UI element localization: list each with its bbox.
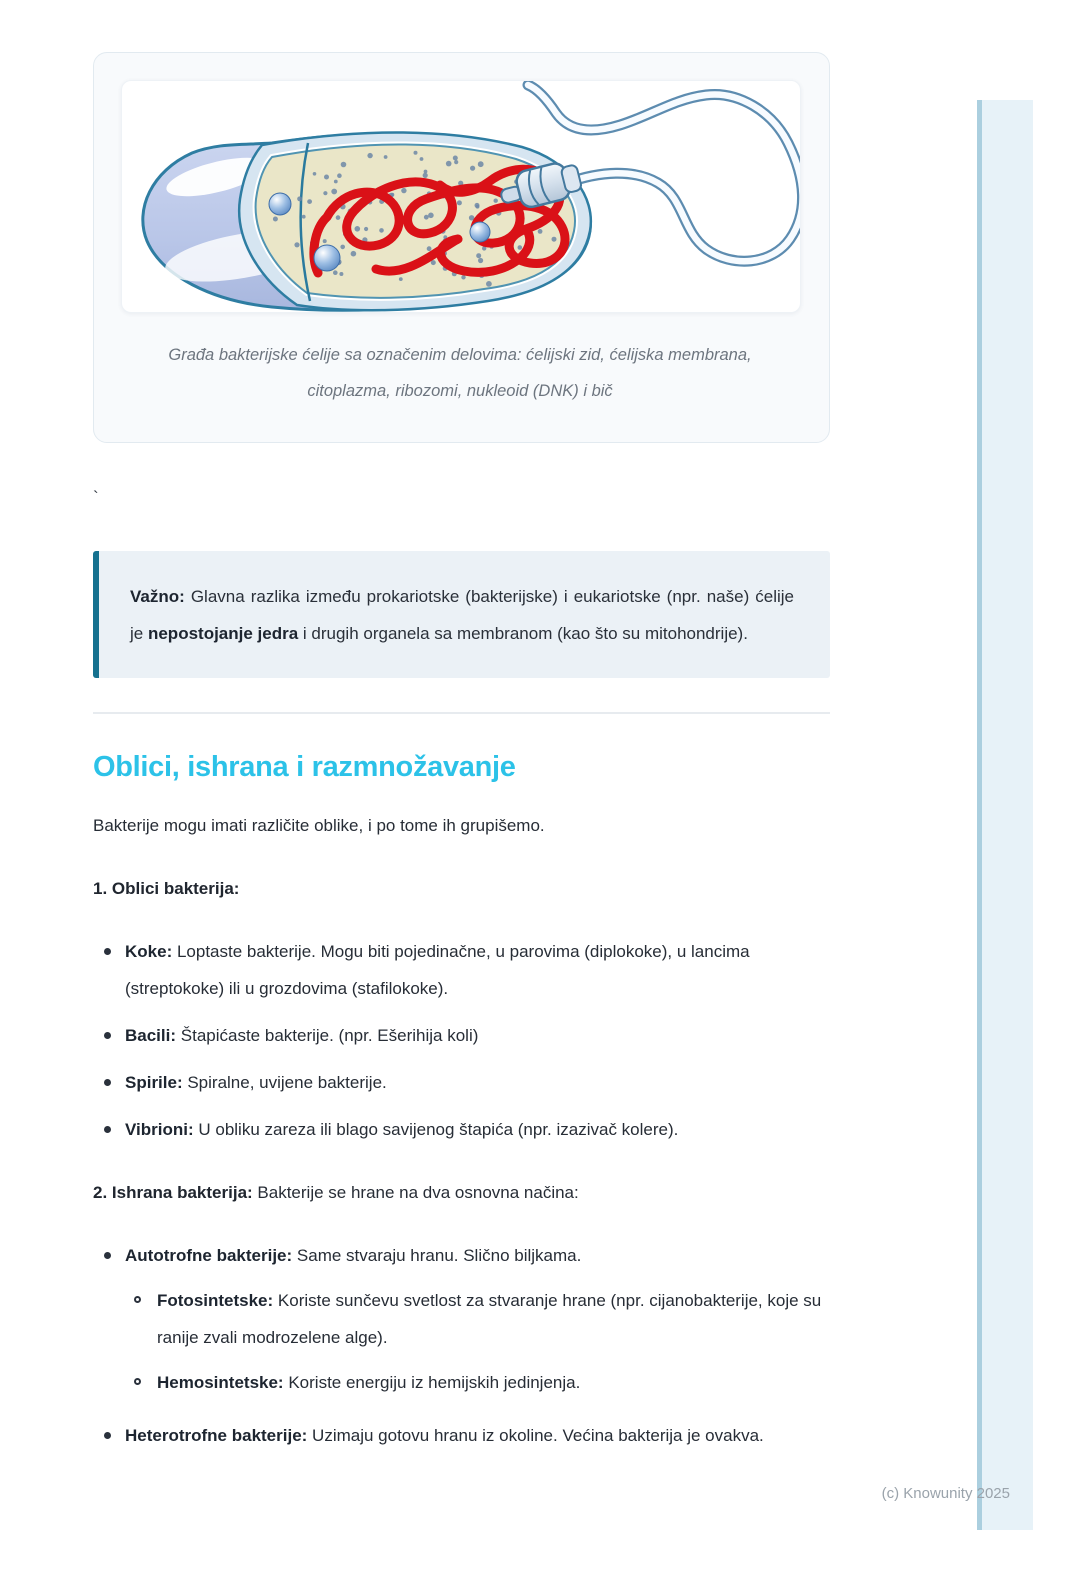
term: Autotrofne bakterije:	[125, 1246, 293, 1265]
bullet-icon	[104, 1252, 111, 1259]
term-desc: Uzimaju gotovu hranu iz okoline. Većina bakterija je ovakva.	[307, 1426, 764, 1445]
circle-bullet-icon	[134, 1296, 141, 1303]
bacterium-figure	[121, 80, 801, 313]
term: Vibrioni:	[125, 1120, 194, 1139]
bullet-icon	[104, 948, 111, 955]
figure-caption: Građa bakterijske ćelije sa označenim delovima: ćelijski zid, ćelijska membrana, citoplazma, ribozomi, nukleoid (DNK) i bič	[168, 346, 752, 400]
list-item	[93, 1017, 830, 1054]
list-item	[93, 1237, 830, 1401]
callout-label: Važno:	[130, 587, 185, 606]
list-item	[93, 1064, 830, 1101]
page-edge-strip	[977, 100, 1033, 1530]
figure-card	[93, 52, 830, 443]
list-item	[93, 1111, 830, 1148]
subheading-shapes: 1. Oblici bakterija:	[93, 879, 240, 898]
callout-bold: nepostojanje jedra	[147, 624, 299, 643]
term: Fotosintetske:	[157, 1291, 274, 1310]
term: Koke:	[125, 942, 173, 961]
section-divider	[93, 712, 830, 714]
nutrition-list	[93, 1237, 830, 1454]
section-heading: Oblici, ishrana i razmnožavanje	[93, 751, 516, 783]
autotroph-sublist	[125, 1282, 830, 1401]
bullet-icon	[104, 1032, 111, 1039]
section-intro: Bakterije mogu imati različite oblike, i po tome ih grupišemo.	[93, 816, 545, 835]
circle-bullet-icon	[134, 1378, 141, 1385]
stray-backtick: `	[93, 488, 99, 507]
subheading-rest: Bakterije se hrane na dva osnovna načina:	[252, 1183, 579, 1202]
sublist-item	[125, 1364, 830, 1401]
term: Bacili:	[125, 1026, 177, 1045]
list-item	[93, 933, 830, 1007]
term-desc: Štapićaste bakterije. (npr. Ešerihija koli)	[176, 1026, 479, 1045]
bullet-icon	[104, 1126, 111, 1133]
subheading-bold: 2. Ishrana bakterija:	[93, 1183, 253, 1202]
term-desc: Spiralne, uvijene bakterije.	[182, 1073, 387, 1092]
important-callout	[93, 551, 830, 678]
term-desc: Same stvaraju hranu. Slično biljkama.	[292, 1246, 582, 1265]
list-item	[93, 1417, 830, 1454]
shapes-list	[93, 933, 830, 1148]
term-desc: U obliku zareza ili blago savijenog štapića (npr. izazivač kolere).	[193, 1120, 679, 1139]
document-body	[93, 52, 830, 1454]
bullet-icon	[104, 1432, 111, 1439]
term: Spirile:	[125, 1073, 183, 1092]
bullet-icon	[104, 1079, 111, 1086]
callout-text-1: Glavna razlika između prokariotske (bakterijske) i eukariotske (npr. naše) ćelije je	[130, 587, 794, 643]
bacterium-cell-illustration	[122, 81, 801, 313]
term-desc: Koriste energiju iz hemijskih jedinjenja.	[283, 1373, 581, 1392]
sublist-item	[125, 1282, 830, 1356]
term: Hemosintetske:	[157, 1373, 284, 1392]
copyright-watermark: (c) Knowunity 2025	[881, 1485, 1010, 1502]
subheading-nutrition	[93, 1174, 830, 1211]
term-desc: Koriste sunčevu svetlost za stvaranje hrane (npr. cijanobakterije, koje su ranije zvali modrozelene alge).	[157, 1291, 822, 1347]
term-desc: Loptaste bakterije. Mogu biti pojedinačne, u parovima (diplokoke), u lancima (streptokoke) ili u grozdovima (stafilokoke).	[125, 942, 750, 998]
callout-text-2: i drugih organela sa membranom (kao što su mitohondrije).	[298, 624, 748, 643]
term: Heterotrofne bakterije:	[125, 1426, 308, 1445]
